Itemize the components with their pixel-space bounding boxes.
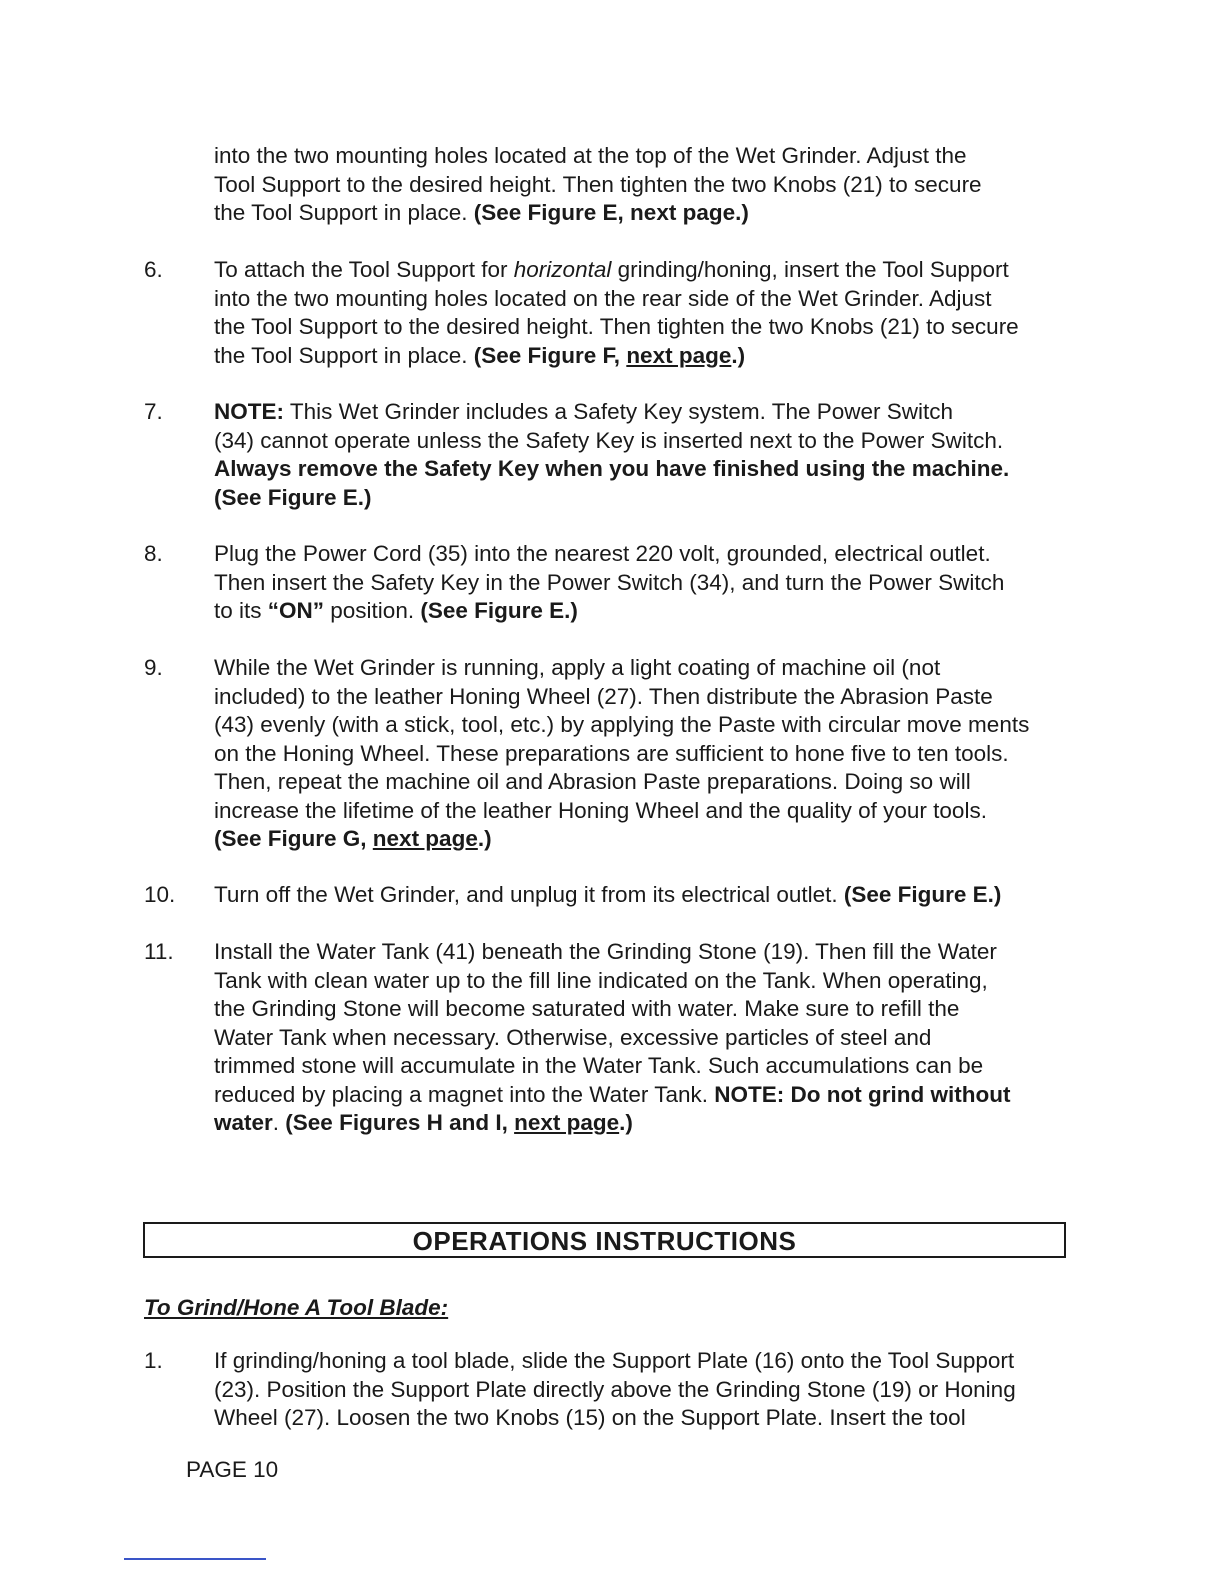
- intro-line: into the two mounting holes located at the top of the Wet Grinder. Adjust the: [214, 143, 967, 168]
- item-number: 11.: [144, 939, 174, 964]
- next-page-link: next page: [626, 342, 732, 368]
- section-title: OPERATIONS INSTRUCTIONS: [412, 1226, 797, 1256]
- item-text: NOTE: This Wet Grinder includes a Safety Key system. The Power Switch (34) cannot operate unless the Safety Key is inserted next to the Power Switch. Always remove the Safety Key when you have finished using the machine. (See Figure E.): [214, 399, 1010, 510]
- item-number: 9.: [144, 655, 163, 680]
- subheading: To Grind/Hone A Tool Blade:: [144, 1295, 449, 1320]
- footer-rule: [124, 1558, 266, 1560]
- next-page-link: next page: [372, 826, 478, 851]
- item-number: 1.: [144, 1348, 163, 1373]
- note-warning: NOTE: Do not grind without: [714, 1081, 1011, 1107]
- intro-line: the Tool Support in place. (See Figure E, next page.): [214, 200, 749, 225]
- item-text: Install the Water Tank (41) beneath the Grinding Stone (19). Then fill the Water Tank with clean water up to the fill line indicated on the Tank. When operating, the Grinding Stone will become saturated with water. Make sure to refill the Water Tank when necessary. Otherwise, excessive particles of steel and trimmed stone will accumulate in the Water Tank. Such accumulations can be reduced by placing a magnet into the Water Tank. NOTE: Do not grind without water. (See Figures H and I, next page.): [214, 939, 1011, 1135]
- figure-reference: (See Figure E, next page.): [473, 200, 749, 225]
- figure-reference: (See Figure E.): [843, 882, 1002, 907]
- item-text: Plug the Power Cord (35) into the nearest 220 volt, grounded, electrical outlet. Then insert the Safety Key in the Power Switch (34), and turn the Power Switch to its “ON” position. (See Figure E.): [214, 541, 1005, 623]
- item-text: While the Wet Grinder is running, apply a light coating of machine oil (not included) to the leather Honing Wheel (27). Then distribute the Abrasion Paste (43) evenly (with a stick, tool, etc.) by applying the Paste with circular move ments on the Honing Wheel. These preparations are sufficient to hone five to ten tools. Then, repeat the machine oil and Abrasion Paste preparations. Doing so will increase the lifetime of the leather Honing Wheel and the quality of your tools. (See Figure G, next page.): [214, 655, 1030, 851]
- item-text: To attach the Tool Support for horizontal grinding/honing, insert the Tool Support into the two mounting holes located on the rear side of the Wet Grinder. Adjust the Tool Support to the desired height. Then tighten the two Knobs (21) to secure the Tool Support in place. (See Figure F, next page.): [214, 257, 1019, 368]
- section-header-box: [143, 1222, 1066, 1258]
- page-number: PAGE 10: [186, 1457, 279, 1482]
- next-page-link: next page: [514, 1110, 620, 1135]
- figure-reference: (See Figure F, next page.): [473, 342, 746, 368]
- item-number: 7.: [144, 399, 163, 424]
- item-text: Turn off the Wet Grinder, and unplug it from its electrical outlet. (See Figure E.): [214, 882, 1002, 907]
- figure-reference: (See Figures H and I, next page.): [285, 1110, 633, 1135]
- item-number: 8.: [144, 541, 163, 566]
- figure-reference: (See Figure E.): [214, 484, 372, 510]
- item-number: 6.: [144, 257, 163, 282]
- note-label: NOTE:: [214, 399, 284, 424]
- emphasis: horizontal: [513, 257, 612, 282]
- figure-reference: (See Figure E.): [420, 598, 578, 623]
- item-text: If grinding/honing a tool blade, slide the Support Plate (16) onto the Tool Support (23). Position the Support Plate directly above the Grinding Stone (19) or Honing Wheel (27). Loosen the two Knobs (15) on the Support Plate. Insert the tool: [214, 1348, 1016, 1430]
- intro-line: Tool Support to the desired height. Then tighten the two Knobs (21) to secure: [214, 171, 982, 197]
- item-number: 10.: [144, 882, 176, 907]
- safety-warning: Always remove the Safety Key when you have finished using the machine.: [214, 456, 1010, 481]
- figure-reference: (See Figure G, next page.): [214, 826, 492, 851]
- intro-paragraph: [214, 142, 1074, 228]
